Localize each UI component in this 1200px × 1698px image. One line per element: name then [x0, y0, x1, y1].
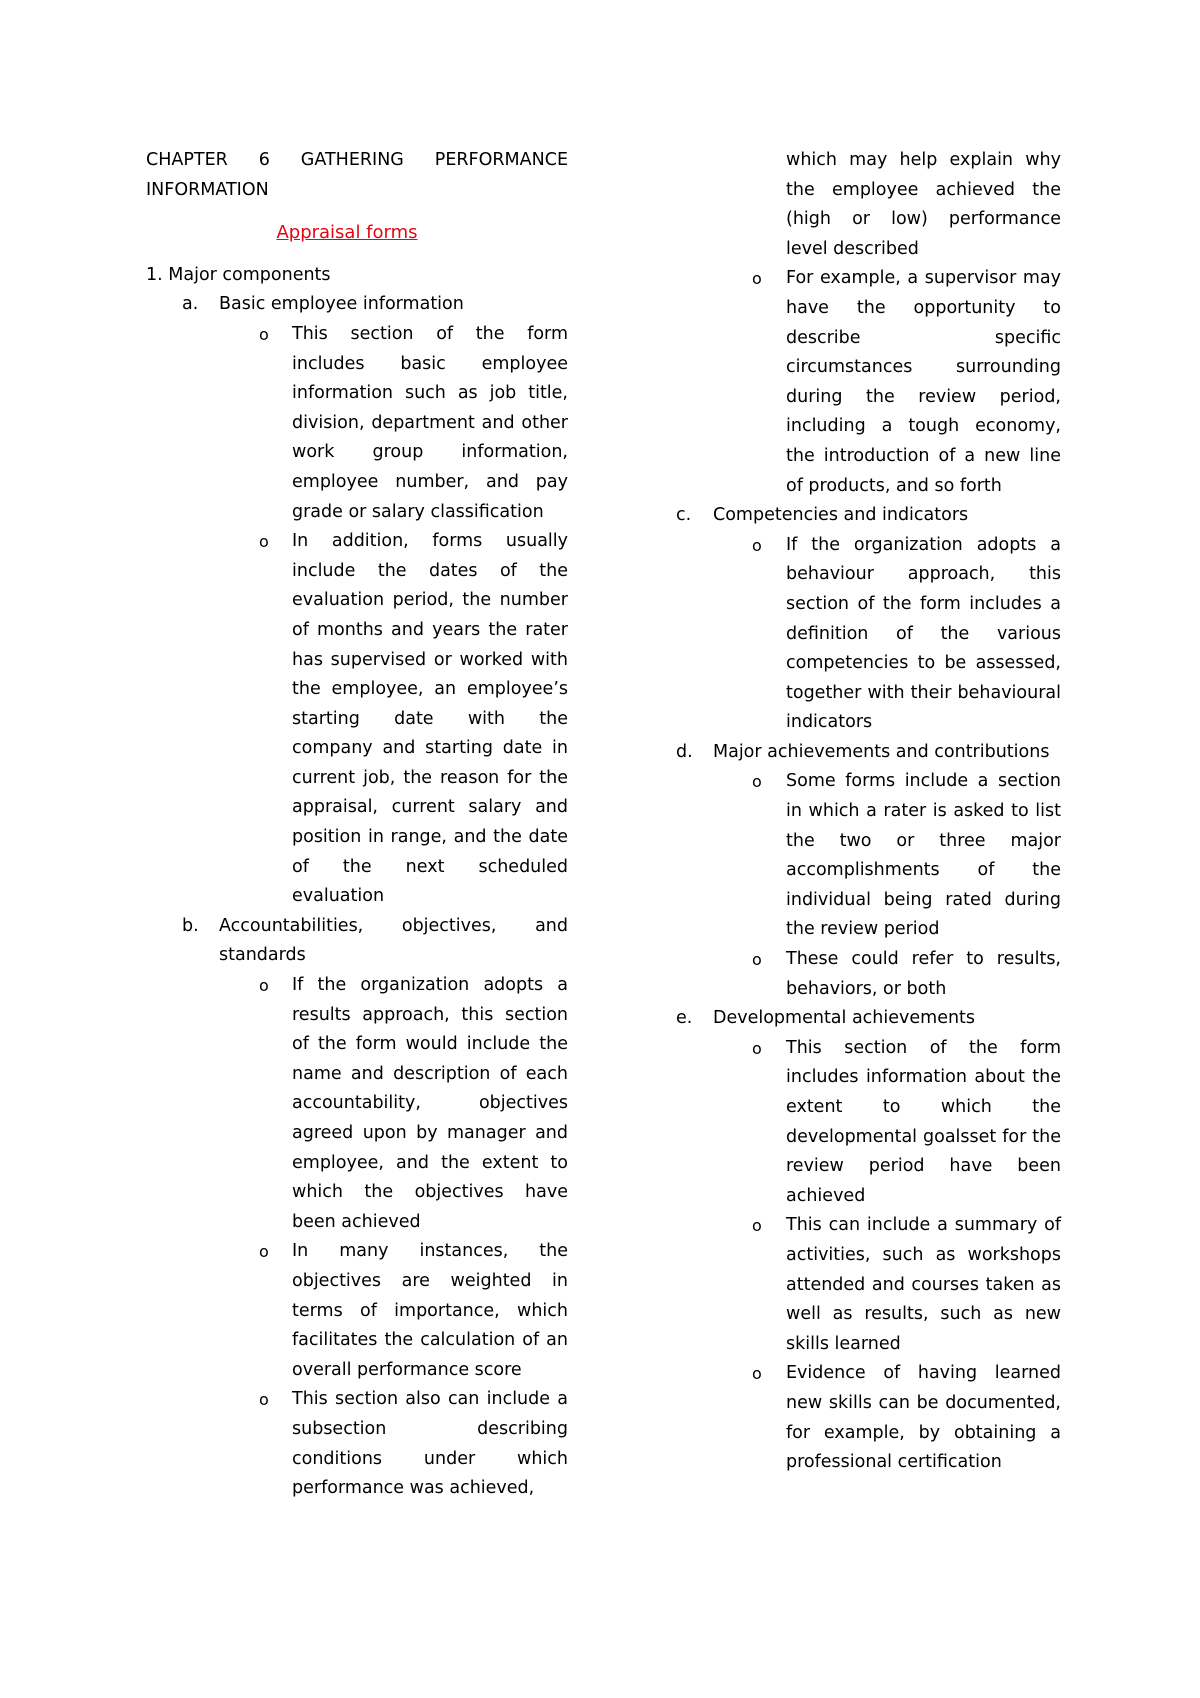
- bullet-text: These could refer to results, behaviors, or both: [786, 949, 1061, 999]
- bullet-item: [676, 264, 1061, 501]
- bullet-text: This section of the form includes basic employee information such as job title, division, department and other work group information, employee number, and pay grade or salary classification: [292, 323, 568, 522]
- bullet-item: [676, 531, 1061, 738]
- circle-bullet-icon: o: [752, 535, 762, 555]
- bullet-text: Some forms include a section in which a rater is asked to list the two or three major accomplishments of the individual being rated during the review period: [786, 771, 1061, 940]
- circle-bullet-icon: o: [752, 269, 762, 289]
- circle-bullet-icon: o: [259, 532, 269, 552]
- continued-text: which may help explain why the employee achieved the (high or low) performance level described: [786, 150, 1061, 259]
- item-letter: c.: [676, 505, 692, 526]
- circle-bullet-icon: o: [259, 324, 269, 344]
- bullet-text: This section also can include a subsection describing conditions under which performance was achieved,: [292, 1389, 568, 1499]
- bullet-text: If the organization adopts a results approach, this section of the form would include the name and description of each accountability, objectives agreed upon by manager and employee, and the extent to which the objectives have been achieved: [292, 975, 568, 1232]
- circle-bullet-icon: o: [259, 1242, 269, 1262]
- bullet-item: [146, 971, 568, 1237]
- right-column: [676, 146, 1061, 1478]
- bullet-item: [676, 945, 1061, 1004]
- item-letter: d.: [676, 741, 693, 762]
- circle-bullet-icon: o: [752, 950, 762, 970]
- circle-bullet-icon: o: [752, 1038, 762, 1058]
- bullet-item: [146, 320, 568, 527]
- circle-bullet-icon: o: [752, 1364, 762, 1384]
- item-label: Basic employee information: [219, 294, 464, 315]
- bullet-item: [146, 527, 568, 912]
- bullet-text: If the organization adopts a behaviour approach, this section of the form includes a definition of the various competencies to be assessed, together with their behavioural indicators: [786, 534, 1061, 733]
- list-item-a: [146, 290, 568, 320]
- item-label: Accountabilities, objectives, and standards: [219, 915, 568, 966]
- item-letter: e.: [676, 1008, 693, 1029]
- circle-bullet-icon: o: [752, 1216, 762, 1236]
- bullet-item: [676, 1359, 1061, 1477]
- chapter-title: CHAPTER 6 GATHERING PERFORMANCE INFORMATION: [146, 150, 568, 200]
- item-letter: b.: [182, 915, 199, 936]
- left-column: [146, 146, 568, 1504]
- bullet-text: In addition, forms usually include the dates of the evaluation period, the number of months and years the rater has supervised or worked with the employee, an employee’s starting date with the company and starting date in current job, the reason for the appraisal, current salary and position in range, and the date of the next scheduled evaluation: [292, 531, 568, 907]
- item-label: Competencies and indicators: [713, 505, 969, 526]
- circle-bullet-icon: o: [259, 1390, 269, 1410]
- list-item-b: [146, 912, 568, 971]
- circle-bullet-icon: o: [752, 772, 762, 792]
- bullet-item: [676, 1034, 1061, 1212]
- section-heading: Appraisal forms: [276, 222, 418, 244]
- list-item-d: [676, 738, 1061, 768]
- list-item-c: [676, 501, 1061, 531]
- bullet-item: [676, 767, 1061, 945]
- circle-bullet-icon: o: [259, 976, 269, 996]
- item-label: Developmental achievements: [713, 1008, 976, 1029]
- bullet-item: [676, 1211, 1061, 1359]
- item-label: Major achievements and contributions: [713, 741, 1050, 762]
- bullet-text: This can include a summary of activities, such as workshops attended and courses taken as well as results, such as new skills learned: [786, 1215, 1061, 1354]
- bullet-item: [146, 1385, 568, 1503]
- bullet-text: For example, a supervisor may have the opportunity to describe specific circumstances surrounding during the review period, including a tough economy, the introduction of a new line of products, and so forth: [786, 268, 1061, 496]
- bullet-item: [146, 1237, 568, 1385]
- item-letter: a.: [182, 294, 199, 315]
- bullet-text: In many instances, the objectives are weighted in terms of importance, which facilitates the calculation of an overall performance score: [292, 1241, 568, 1380]
- list-item-e: [676, 1004, 1061, 1034]
- bullet-text: This section of the form includes information about the extent to which the developmental goalsset for the review period have been achieved: [786, 1037, 1061, 1206]
- major-heading: 1. Major components: [146, 264, 331, 285]
- bullet-text: Evidence of having learned new skills can be documented, for example, by obtaining a professional certification: [786, 1363, 1061, 1473]
